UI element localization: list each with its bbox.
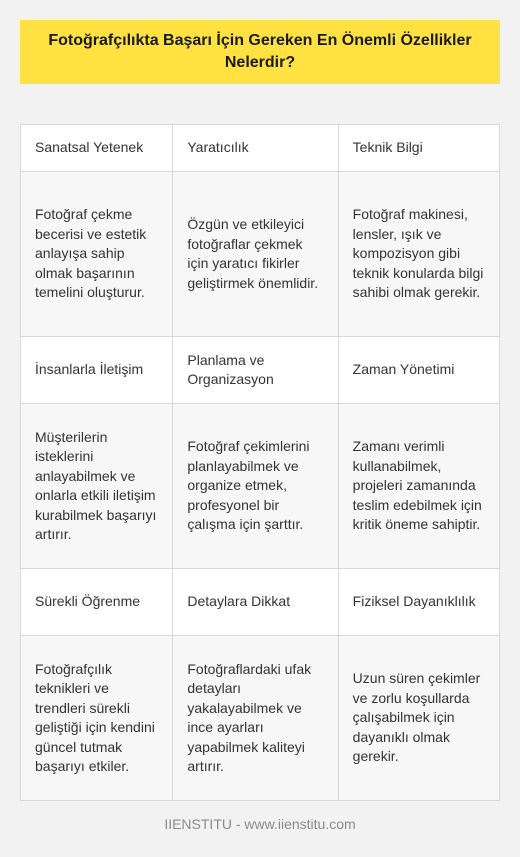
title-banner xyxy=(20,20,500,84)
quality-heading: Sanatsal Yetenek xyxy=(35,139,144,156)
quality-description: Fotoğraf çekme becerisi ve estetik anlayışa sahip olmak başarının temelini oluşturur. xyxy=(35,206,147,301)
header-row xyxy=(21,125,499,172)
quality-description: Zamanı verimli kullanabilmek, projeleri zamanında teslim edebilmek için kritik öneme sahiptir. xyxy=(338,404,499,568)
header-row xyxy=(21,569,499,636)
quality-heading: Zaman Yönetimi xyxy=(338,337,499,403)
description-row xyxy=(21,172,499,337)
quality-description: Müşterilerin isteklerini anlayabilmek ve onlarla etkili iletişim kurabilmek başarıyı artırır. xyxy=(35,428,157,542)
quality-description: Fotoğraflardaki ufak detayları yakalayabilmek ve ince ayarları yapabilmek kaliteyi artırır. xyxy=(172,636,337,800)
page-title: Fotoğrafçılıkta Başarı İçin Gereken En Önemli Özellikler Nelerdir? xyxy=(48,32,472,71)
quality-description: Özgün ve etkileyici fotoğraflar çekmek için yaratıcı fikirler geliştirmek önemlidir. xyxy=(172,172,337,336)
quality-description: Fotoğraf makinesi, lensler, ışık ve kompozisyon gibi teknik konularda bilgi sahibi olmak gerekir. xyxy=(338,172,499,336)
description-row xyxy=(21,404,499,569)
quality-description: Fotoğraf çekimlerini planlayabilmek ve organize etmek, profesyonel bir çalışma için şarttır. xyxy=(172,404,337,568)
quality-heading: Detaylara Dikkat xyxy=(172,569,337,635)
quality-description: Uzun süren çekimler ve zorlu koşullarda çalışabilmek için dayanıklı olmak gerekir. xyxy=(338,636,499,800)
quality-heading: Planlama ve Organizasyon xyxy=(172,337,337,403)
quality-heading: Teknik Bilgi xyxy=(338,125,499,171)
quality-description: Fotoğrafçılık teknikleri ve trendleri sürekli geliştiği için kendini güncel tutmak başarıyı etkiler. xyxy=(35,660,155,774)
quality-heading: İnsanlarla İletişim xyxy=(35,361,144,378)
quality-heading: Yaratıcılık xyxy=(172,125,337,171)
quality-heading: Fiziksel Dayanıklılık xyxy=(338,569,499,635)
description-row xyxy=(21,636,499,800)
header-row xyxy=(21,337,499,404)
quality-heading: Sürekli Öğrenme xyxy=(35,593,141,610)
footer-credit: IIENSTITU - www.iienstitu.com xyxy=(164,816,356,832)
qualities-grid xyxy=(20,124,500,801)
